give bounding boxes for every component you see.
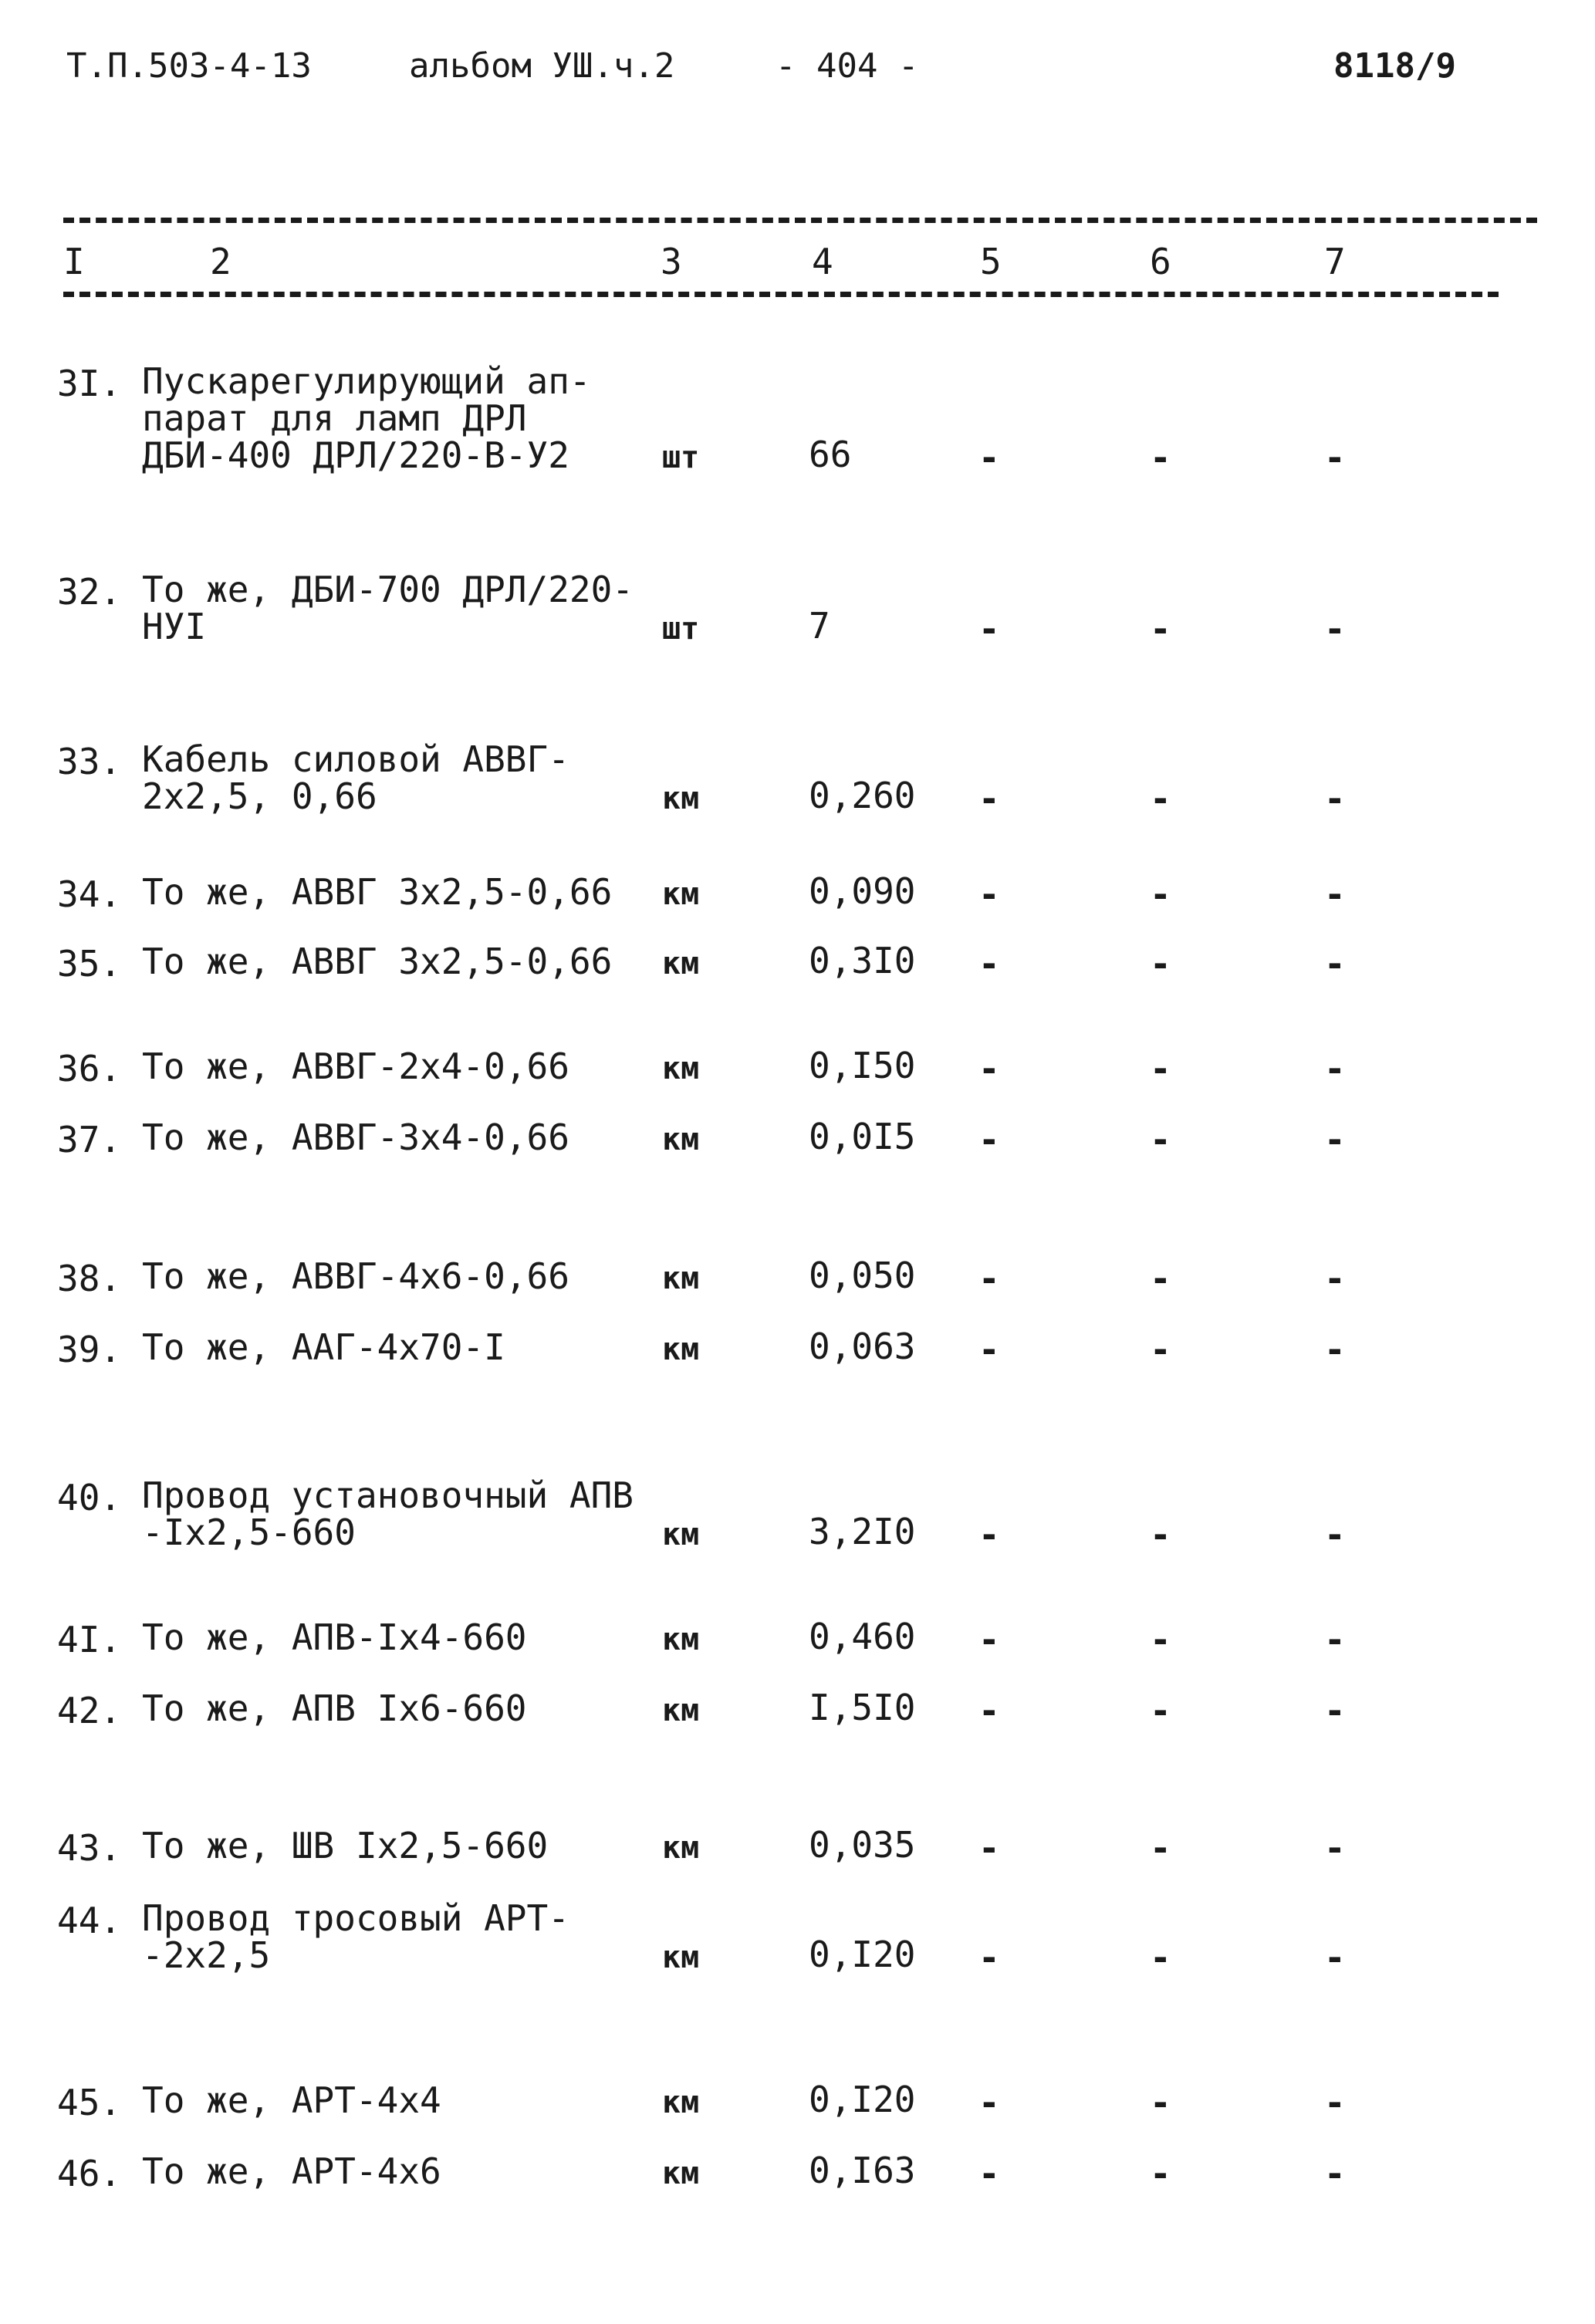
column-6-value: - xyxy=(1150,778,1171,819)
item-number: 34. xyxy=(57,873,122,915)
column-6-value: - xyxy=(1150,1048,1171,1089)
item-name: То же, АВВГ 3х2,5-0,66 xyxy=(142,941,613,982)
column-header-3: 3 xyxy=(661,241,682,282)
column-7-value: - xyxy=(1324,437,1346,478)
column-5-value: - xyxy=(978,1048,1000,1089)
column-5-value: - xyxy=(978,2153,1000,2194)
table-header-rule xyxy=(63,292,1499,297)
item-unit: км xyxy=(662,1940,700,1975)
item-name: То же, ШВ Iх2,5-660 xyxy=(142,1825,549,1866)
column-5-value: - xyxy=(978,1258,1000,1299)
item-unit: км xyxy=(662,1122,700,1157)
document-code: Т.П.503-4-13 xyxy=(66,46,312,86)
item-name: То же, АВВГ-2х4-0,66 xyxy=(142,1045,569,1087)
column-7-value: - xyxy=(1324,1119,1346,1160)
item-unit: км xyxy=(662,1261,700,1296)
column-6-value: - xyxy=(1150,1329,1171,1370)
column-7-value: - xyxy=(1324,608,1346,650)
item-name: Провод установочный АПВ -Iх2,5-660 xyxy=(142,1474,634,1553)
item-number: 38. xyxy=(57,1258,122,1299)
column-header-1: I xyxy=(63,241,85,282)
item-number: 33. xyxy=(57,741,122,782)
column-header-5: 5 xyxy=(980,241,1002,282)
item-quantity: 0,063 xyxy=(809,1326,916,1367)
item-quantity: 0,0I5 xyxy=(809,1116,916,1157)
column-5-value: - xyxy=(978,1329,1000,1370)
item-quantity: 0,I50 xyxy=(809,1045,916,1086)
item-name: То же, АПВ Iх6-660 xyxy=(142,1687,527,1729)
column-7-value: - xyxy=(1324,873,1346,915)
column-7-value: - xyxy=(1324,943,1346,985)
column-7-value: - xyxy=(1324,1690,1346,1731)
item-number: 32. xyxy=(57,571,122,613)
item-name: То же, АРТ-4х4 xyxy=(142,2079,441,2121)
item-name: То же, АВВГ-3х4-0,66 xyxy=(142,1116,569,1158)
item-name: Провод тросовый АРТ- -2х2,5 xyxy=(142,1897,569,1976)
column-6-value: - xyxy=(1150,2153,1171,2194)
item-unit: шт xyxy=(662,440,700,475)
item-name: То же, АВВГ 3х2,5-0,66 xyxy=(142,871,613,913)
item-number: 4I. xyxy=(57,1619,122,1660)
item-quantity: 3,2I0 xyxy=(809,1511,916,1552)
column-5-value: - xyxy=(978,943,1000,985)
item-number: 36. xyxy=(57,1048,122,1089)
item-unit: км xyxy=(662,877,700,912)
item-quantity: 0,035 xyxy=(809,1824,916,1866)
column-7-value: - xyxy=(1324,1937,1346,1978)
item-quantity: 0,260 xyxy=(809,775,916,816)
item-number: 44. xyxy=(57,1900,122,1941)
item-unit: км xyxy=(662,2085,700,2120)
item-name: То же, ААГ-4х70-I xyxy=(142,1326,505,1368)
page-number: - 404 - xyxy=(776,46,919,86)
column-5-value: - xyxy=(978,1937,1000,1978)
item-name: То же, АРТ-4х6 xyxy=(142,2150,441,2192)
item-quantity: 7 xyxy=(809,605,830,647)
column-header-row xyxy=(0,241,1595,287)
column-7-value: - xyxy=(1324,1514,1346,1556)
column-5-value: - xyxy=(978,1619,1000,1660)
item-unit: км xyxy=(662,1051,700,1086)
item-name: То же, ДБИ-700 ДРЛ/220- НУI xyxy=(142,569,634,647)
column-7-value: - xyxy=(1324,1048,1346,1089)
column-6-value: - xyxy=(1150,943,1171,985)
column-5-value: - xyxy=(978,2082,1000,2123)
column-5-value: - xyxy=(978,1690,1000,1731)
item-name: То же, АВВГ-4х6-0,66 xyxy=(142,1255,569,1297)
item-quantity: 0,090 xyxy=(809,870,916,912)
item-quantity: 0,I20 xyxy=(809,1934,916,1975)
column-5-value: - xyxy=(978,873,1000,915)
column-6-value: - xyxy=(1150,1619,1171,1660)
item-unit: км xyxy=(662,1622,700,1657)
column-7-value: - xyxy=(1324,1619,1346,1660)
item-number: 3I. xyxy=(57,363,122,404)
item-number: 39. xyxy=(57,1329,122,1370)
item-quantity: 0,460 xyxy=(809,1616,916,1657)
column-5-value: - xyxy=(978,778,1000,819)
column-7-value: - xyxy=(1324,778,1346,819)
item-unit: шт xyxy=(662,611,700,647)
column-5-value: - xyxy=(978,1514,1000,1556)
item-quantity: 0,050 xyxy=(809,1255,916,1296)
column-6-value: - xyxy=(1150,1937,1171,1978)
item-unit: км xyxy=(662,781,700,816)
item-number: 46. xyxy=(57,2153,122,2194)
item-name: Кабель силовой АВВГ- 2х2,5, 0,66 xyxy=(142,738,569,817)
item-unit: км xyxy=(662,1830,700,1866)
column-6-value: - xyxy=(1150,2082,1171,2123)
column-6-value: - xyxy=(1150,1690,1171,1731)
column-7-value: - xyxy=(1324,1258,1346,1299)
item-number: 37. xyxy=(57,1119,122,1160)
column-header-4: 4 xyxy=(812,241,833,282)
item-unit: км xyxy=(662,946,700,981)
column-6-value: - xyxy=(1150,1514,1171,1556)
item-number: 43. xyxy=(57,1827,122,1869)
column-7-value: - xyxy=(1324,2082,1346,2123)
column-5-value: - xyxy=(978,1827,1000,1869)
column-6-value: - xyxy=(1150,873,1171,915)
album-reference: альбом УШ.ч.2 xyxy=(409,46,675,86)
item-name: Пускарегулирующий ап- парат для ламп ДРЛ ДБИ-400 ДРЛ/220-В-У2 xyxy=(142,360,591,476)
column-6-value: - xyxy=(1150,1827,1171,1869)
item-number: 42. xyxy=(57,1690,122,1731)
page-header xyxy=(0,46,1595,108)
item-quantity: 0,3I0 xyxy=(809,940,916,981)
item-number: 40. xyxy=(57,1477,122,1518)
item-number: 35. xyxy=(57,943,122,985)
sheet-code: 8118/9 xyxy=(1333,46,1456,86)
item-unit: км xyxy=(662,1693,700,1728)
item-quantity: 0,I20 xyxy=(809,2079,916,2120)
column-6-value: - xyxy=(1150,608,1171,650)
column-6-value: - xyxy=(1150,1258,1171,1299)
table-top-rule xyxy=(63,218,1537,223)
item-quantity: 66 xyxy=(809,434,852,475)
item-unit: км xyxy=(662,2156,700,2191)
item-quantity: 0,I63 xyxy=(809,2150,916,2191)
item-unit: км xyxy=(662,1332,700,1367)
column-header-7: 7 xyxy=(1324,241,1346,282)
column-6-value: - xyxy=(1150,1119,1171,1160)
column-header-6: 6 xyxy=(1150,241,1171,282)
column-5-value: - xyxy=(978,1119,1000,1160)
column-7-value: - xyxy=(1324,1329,1346,1370)
column-6-value: - xyxy=(1150,437,1171,478)
item-number: 45. xyxy=(57,2082,122,2123)
column-header-2: 2 xyxy=(210,241,231,282)
column-5-value: - xyxy=(978,437,1000,478)
item-unit: км xyxy=(662,1517,700,1552)
item-quantity: I,5I0 xyxy=(809,1687,916,1728)
column-7-value: - xyxy=(1324,1827,1346,1869)
column-7-value: - xyxy=(1324,2153,1346,2194)
column-5-value: - xyxy=(978,608,1000,650)
item-name: То же, АПВ-Iх4-660 xyxy=(142,1616,527,1658)
